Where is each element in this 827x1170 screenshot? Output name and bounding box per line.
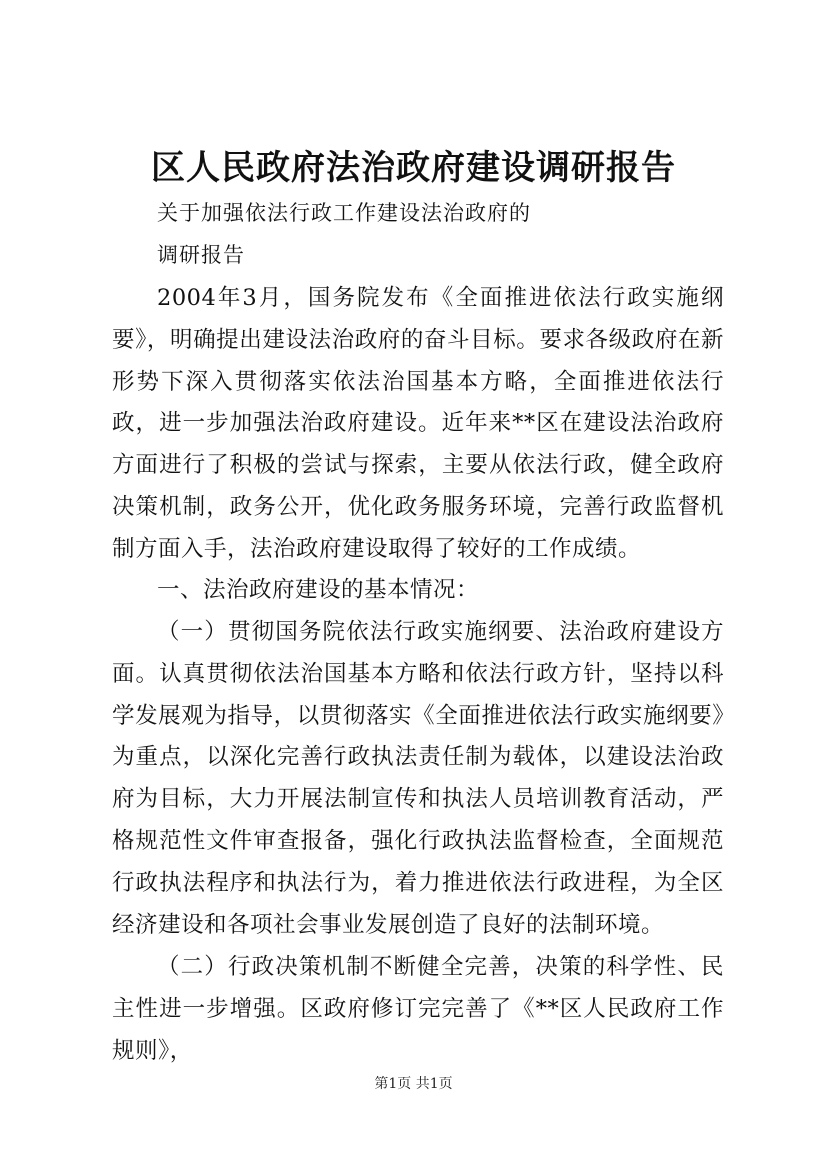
- section-heading-basic-situation: 一、法治政府建设的基本情况：: [157, 577, 480, 603]
- body-paragraph-section-1: （一）贯彻国务院依法行政实施纲要、法治政府建设方面。认真贯彻依法治国基本方略和依法行政方针，坚持以科学发展观为指导，以贯彻落实《全面推进依法行政实施纲要》为重点，以深化完善行政执法责任制为载体，以建设法治政府为目标，大力开展法制宣传和执法人员培训教育活动，严格规范性文件审查报备，强化行政执法监督检查，全面规范行政执法程序和执法行为，着力推进依法行政进程，为全区经济建设和各项社会事业发展创造了良好的法制环境。: [112, 619, 724, 938]
- subtitle-line-2: 调研报告: [157, 243, 245, 267]
- subtitle-line-1: 关于加强依法行政工作建设法治政府的: [157, 201, 531, 225]
- body-paragraph-section-2: （二）行政决策机制不断健全完善，决策的科学性、民主性进一步增强。区政府修订完完善了《**区人民政府工作规则》，: [112, 954, 724, 1064]
- page-footer: 第1页 共1页: [374, 1076, 453, 1092]
- document-title: 区人民政府法治政府建设调研报告: [151, 148, 676, 188]
- body-paragraph-intro: 2004年3月，国务院发布《全面推进依法行政实施纲要》，明确提出建设法治政府的奋斗目标。要求各级政府在新形势下深入贯彻落实依法治国基本方略，全面推进依法行政，进一步加强法治政府建设。近年来**区在建设法治政府方面进行了积极的尝试与探索，主要从依法行政，健全政府决策机制，政务公开，优化政务服务环境，完善行政监督机制方面入手，法治政府建设取得了较好的工作成绩。: [112, 285, 724, 562]
